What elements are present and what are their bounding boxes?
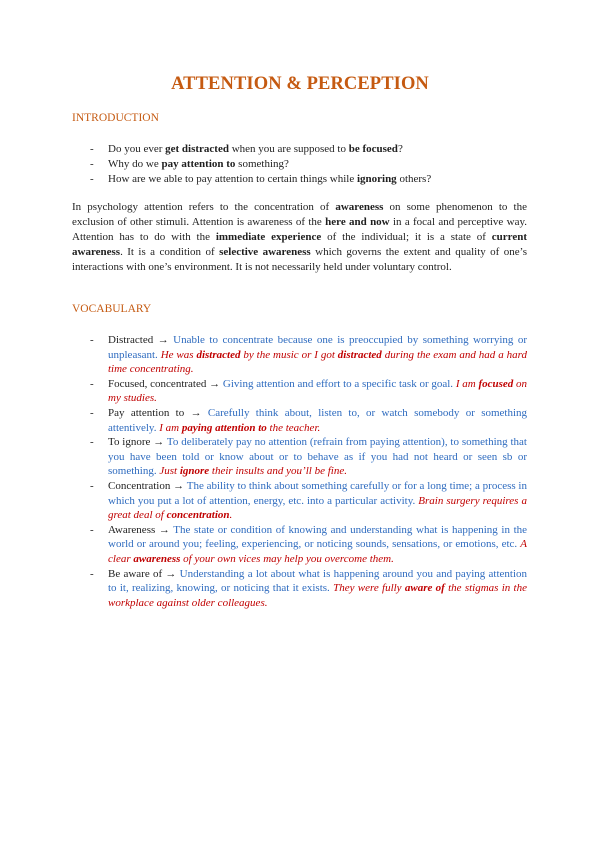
arrow-icon: → (173, 479, 185, 492)
vocab-example (159, 465, 347, 477)
vocab-example (159, 422, 320, 434)
text-run: Do you ever (108, 143, 166, 155)
intro-paragraph (72, 200, 527, 275)
bold-text: pay attention to (161, 158, 236, 170)
arrow-icon: → (165, 567, 177, 580)
bold-text: concentration (166, 509, 230, 522)
vocab-term: Be aware of (108, 567, 163, 580)
vocab-item (90, 435, 527, 479)
text-run: A clear (108, 538, 527, 565)
text-run: . It is a condition of (120, 246, 220, 258)
vocab-definition: Unable to concentrate because one is preoccupied by something worrying or unpleasant. (108, 334, 528, 361)
text-run: Just (159, 465, 180, 478)
text-run: . (229, 509, 233, 522)
vocab-example (108, 349, 527, 376)
question-item (90, 142, 530, 157)
vocab-item (90, 333, 527, 377)
bold-text: get distracted (165, 143, 229, 155)
vocabulary-heading: VOCABULARY (72, 303, 152, 315)
text-run: He was (160, 348, 197, 361)
bold-text: distracted (196, 348, 241, 361)
text-run: others? (396, 173, 432, 185)
vocab-definition: The ability to think about something carefully or for a long time; a process in which you put a lot of attention, energy, etc. into a particular activity. (108, 479, 527, 507)
text-run: which governs the extent and quality of one’s interactions with one’s environment. It is not necessarily held under voluntary control. (72, 246, 527, 273)
vocab-item (90, 377, 527, 406)
bold-text: selective awareness (219, 246, 311, 258)
arrow-icon: → (190, 406, 202, 419)
bold-text: immediate experience (215, 231, 322, 243)
text-run: of the individual; it is a state of (321, 231, 492, 243)
text-run: by the music or I got (240, 348, 338, 361)
introduction-heading: INTRODUCTION (72, 112, 159, 124)
text-run: How are we able to pay attention to certain things while (108, 173, 357, 185)
bold-text: awareness (335, 201, 384, 213)
vocab-item (90, 567, 527, 611)
arrow-icon: → (158, 523, 170, 536)
vocab-term: Pay attention to (108, 406, 185, 419)
vocab-term: Concentration (108, 479, 171, 492)
vocab-definition: The state or condition of knowing and understanding what is happening in the world or around you; feeling, experiencing, or noticing sounds, sensations, or emotions, etc. (108, 523, 528, 551)
arrow-icon: → (153, 436, 165, 449)
vocabulary-list (90, 333, 527, 610)
text-run: something? (235, 158, 289, 170)
list-dash: - (90, 334, 94, 346)
bold-text: aware of (404, 582, 445, 595)
vocab-definition: Understanding a lot about what is happening around you and paying attention to it, realizing, knowing, or noticing that it exists. (108, 567, 528, 595)
vocab-definition: Carefully think about, listen to, or watch somebody or something attentively. (108, 406, 528, 434)
bold-text: ignore (179, 465, 210, 478)
bold-text: current awareness (72, 231, 527, 258)
list-dash: - (90, 406, 94, 419)
vocab-term: To ignore (108, 436, 151, 449)
question-item (90, 157, 530, 172)
text-run: in a focal and perceptive way. Attention has to do with the (72, 216, 527, 243)
text-run: ? (397, 143, 403, 155)
bold-text: here and now (325, 216, 390, 228)
list-dash: - (90, 567, 94, 580)
list-dash: - (90, 377, 94, 390)
list-dash: - (90, 436, 94, 449)
bold-text: paying attention to (181, 421, 267, 434)
vocab-term: Awareness (108, 523, 156, 536)
text-run: Why do we (108, 158, 162, 170)
vocab-definition: Giving attention and effort to a specific task or goal. (222, 377, 454, 390)
text-run: In psychology attention refers to the concentration of (72, 201, 336, 213)
text-run: the stigmas in the workplace against older colleagues. (108, 582, 527, 609)
text-run: on some phenomenon to the exclusion of other stimuli. Attention is awareness of the (72, 201, 527, 228)
page-title: ATTENTION & PERCEPTION (171, 74, 429, 94)
list-dash: - (90, 479, 94, 492)
vocab-item (90, 406, 527, 435)
text-run: on my studies. (108, 377, 528, 405)
bold-text: distracted (337, 348, 382, 361)
text-run: the teacher. (266, 421, 321, 434)
text-run: Brain surgery requires a great deal of (108, 494, 528, 522)
vocab-item (90, 479, 527, 523)
bold-text: awareness (133, 552, 181, 565)
bold-text: be focused (348, 143, 398, 155)
text-run: I am (455, 377, 479, 390)
text-run: their insults and you’ll be fine. (209, 465, 347, 478)
text-run: They were fully (333, 582, 405, 595)
text-run: of your own vices may help you overcome them. (180, 552, 394, 565)
list-dash: - (90, 158, 94, 170)
bold-text: ignoring (356, 173, 397, 185)
arrow-icon: → (157, 334, 169, 346)
question-item (90, 172, 530, 187)
text-run: when you are supposed to (228, 143, 349, 155)
arrow-icon: → (209, 377, 221, 390)
list-dash: - (90, 143, 94, 155)
text-run: I am (159, 421, 182, 434)
vocab-item (90, 523, 527, 567)
vocab-term: Focused, concentrated (108, 377, 207, 390)
list-dash: - (90, 173, 94, 185)
question-list (90, 142, 530, 187)
list-dash: - (90, 523, 94, 536)
vocab-term: Distracted (108, 334, 154, 346)
vocab-definition: To deliberately pay no attention (refrain from paying attention), to something that you have been told or know about or to behave as if you had not heard or seen sb or something. (108, 436, 527, 478)
text-run: during the exam and had a hard time concentrating. (108, 348, 527, 376)
bold-text: focused (478, 377, 514, 390)
